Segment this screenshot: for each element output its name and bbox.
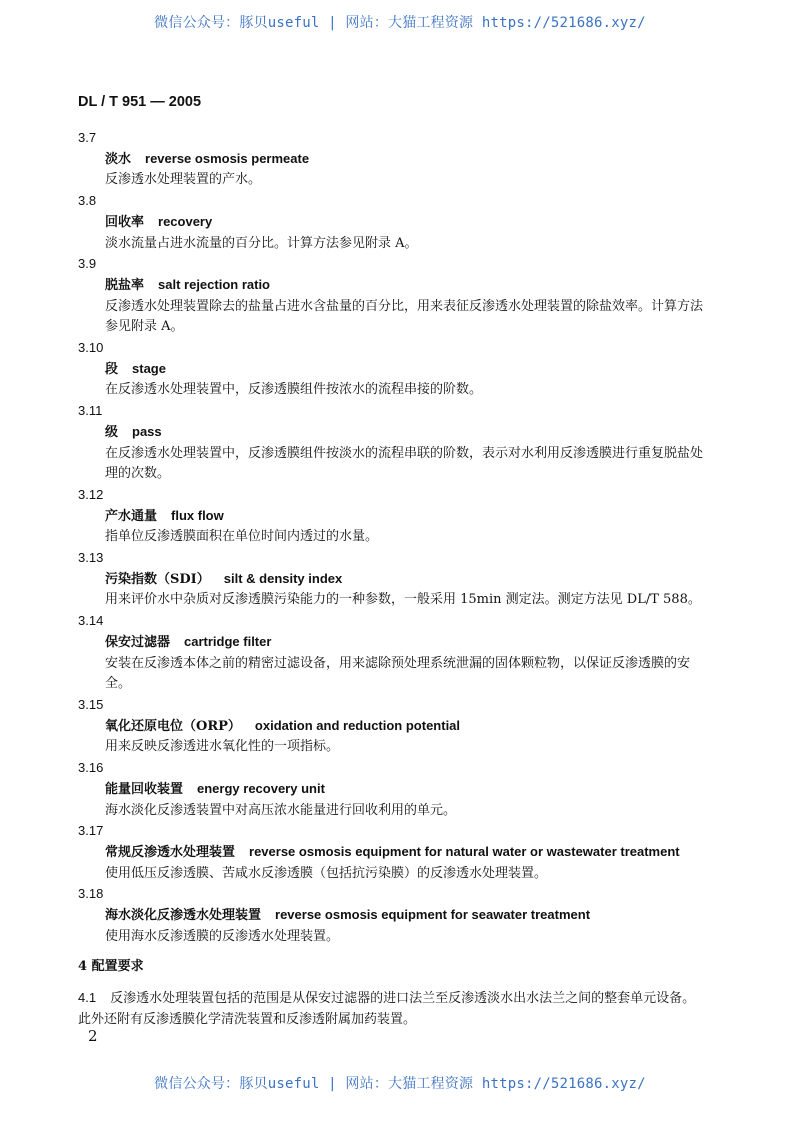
term-title — [78, 716, 708, 738]
term-entry — [78, 254, 708, 338]
term-entry — [78, 821, 708, 884]
clause-number: 4.1 — [78, 990, 97, 1006]
term-number: 3.9 — [78, 256, 97, 272]
term-chinese: 污染指数（SDI） — [105, 571, 210, 587]
term-english: reverse osmosis equipment for natural water or wastewater treatment — [249, 843, 680, 859]
clause-text: 反渗透水处理装置包括的范围是从保安过滤器的进口法兰至反渗透淡水出水法兰之间的整套单元设备。此外还附有反渗透膜化学清洗装置和反渗透附属加药装置。 — [78, 991, 696, 1027]
term-chinese: 产水通量 — [105, 508, 158, 524]
term-entry — [78, 695, 708, 758]
term-number: 3.13 — [78, 550, 104, 566]
term-title — [78, 422, 708, 444]
term-definition: 安装在反渗透本体之前的精密过滤设备，用来滤除预处理系统泄漏的固体颗粒物，以保证反渗透膜的安全。 — [105, 655, 691, 692]
term-definition: 在反渗透水处理装置中，反渗透膜组件按浓水的流程串接的阶数。 — [105, 382, 483, 398]
watermark-bottom: 微信公众号：豚贝useful | 网站：大猫工程资源 https://521686.xyz/ — [154, 1076, 646, 1092]
term-number: 3.10 — [78, 340, 104, 356]
term-definition: 指单位反渗透膜面积在单位时间内透过的水量。 — [105, 529, 379, 545]
term-entry — [78, 611, 708, 695]
term-title — [78, 842, 708, 864]
term-chinese: 段 — [105, 361, 119, 377]
term-chinese: 常规反渗透水处理装置 — [105, 844, 236, 860]
term-number: 3.7 — [78, 130, 97, 145]
term-english: pass — [132, 423, 162, 439]
term-english: recovery — [158, 213, 213, 229]
term-entry — [78, 884, 708, 947]
term-entry — [78, 128, 708, 191]
term-definition: 用来评价水中杂质对反渗透膜污染能力的一种参数，一般采用 15min 测定法。测定方法见 DL/T 588。 — [105, 592, 701, 608]
term-number: 3.16 — [78, 760, 104, 776]
term-definition: 反渗透水处理装置除去的盐量占进水含盐量的百分比，用来表征反渗透水处理装置的除盐效率。计算方法参见附录 A。 — [105, 298, 704, 335]
term-definition: 在反渗透水处理装置中，反渗透膜组件按淡水的流程串联的阶数，表示对水利用反渗透膜进行重复脱盐处理的次数。 — [105, 445, 704, 482]
page-number: 2 — [88, 1027, 98, 1045]
term-definition: 使用海水反渗透膜的反渗透水处理装置。 — [105, 928, 340, 944]
document-body — [78, 128, 708, 1031]
term-entry — [78, 758, 708, 821]
term-english: cartridge filter — [184, 633, 272, 649]
term-title — [78, 275, 708, 297]
term-entry — [78, 401, 708, 485]
term-title — [78, 905, 708, 927]
term-title — [78, 569, 708, 591]
term-number: 3.15 — [78, 696, 104, 712]
term-entry — [78, 191, 708, 254]
term-number: 3.14 — [78, 613, 104, 629]
term-entry — [78, 548, 708, 611]
term-english: stage — [132, 360, 166, 376]
document-header: DL / T 951 — 2005 — [78, 94, 202, 110]
term-number: 3.18 — [78, 886, 104, 902]
term-definition: 用来反映反渗透进水氧化性的一项指标。 — [105, 739, 340, 755]
term-number: 3.12 — [78, 486, 104, 502]
clause-4-1 — [78, 988, 708, 1030]
term-chinese: 氧化还原电位（ORP） — [105, 718, 241, 734]
term-english: energy recovery unit — [197, 780, 325, 796]
term-definition: 使用低压反渗透膜、苦咸水反渗透膜（包括抗污染膜）的反渗透水处理装置。 — [105, 865, 548, 881]
term-chinese: 回收率 — [105, 214, 145, 230]
term-definition: 反渗透水处理装置的产水。 — [105, 172, 262, 188]
term-english: silt & density index — [223, 570, 343, 586]
term-english: reverse osmosis equipment for seawater treatment — [275, 907, 591, 923]
term-title — [78, 212, 708, 234]
watermark-top: 微信公众号：豚贝useful | 网站：大猫工程资源 https://521686.xyz/ — [154, 15, 646, 31]
term-entry — [78, 485, 708, 548]
section-heading: 4 配置要求 — [78, 959, 144, 975]
term-english: reverse osmosis permeate — [145, 150, 310, 166]
term-title — [78, 779, 708, 801]
term-number: 3.8 — [78, 193, 97, 209]
term-title — [78, 359, 708, 381]
term-english: oxidation and reduction potential — [254, 717, 461, 733]
term-chinese: 保安过滤器 — [105, 634, 171, 650]
term-chinese: 脱盐率 — [105, 277, 145, 293]
term-chinese: 级 — [105, 424, 119, 440]
term-english: salt rejection ratio — [158, 276, 270, 292]
term-english: flux flow — [171, 507, 224, 523]
term-title — [78, 632, 708, 654]
term-definition: 淡水流量占进水流量的百分比。计算方法参见附录 A。 — [105, 235, 418, 251]
term-title — [78, 506, 708, 528]
term-title — [78, 149, 708, 171]
term-entry — [78, 338, 708, 401]
term-chinese: 能量回收装置 — [105, 781, 184, 797]
term-list — [78, 128, 708, 947]
term-number: 3.11 — [78, 403, 103, 419]
term-chinese: 海水淡化反渗透水处理装置 — [105, 908, 262, 924]
term-number: 3.17 — [78, 823, 104, 839]
term-chinese: 淡水 — [105, 151, 132, 167]
term-definition: 海水淡化反渗透装置中对高压浓水能量进行回收利用的单元。 — [105, 802, 457, 818]
